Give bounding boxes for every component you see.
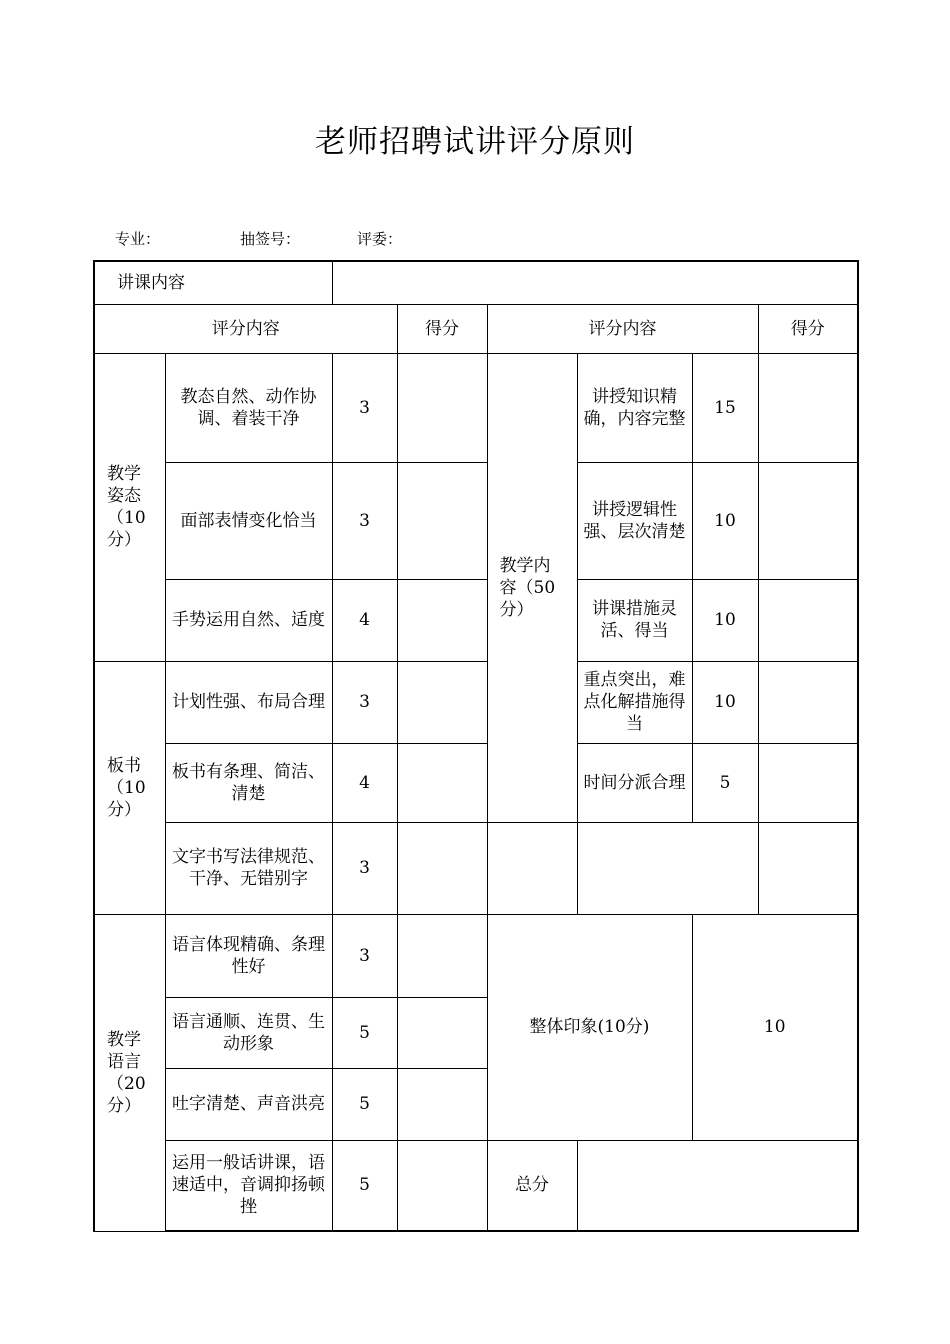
lecture-content-label: 讲课内容 bbox=[94, 261, 332, 304]
score-header-left: 得分 bbox=[397, 304, 487, 353]
score-cell[interactable] bbox=[758, 743, 858, 822]
score-cell[interactable] bbox=[397, 743, 487, 822]
eval-content-header-left: 评分内容 bbox=[94, 304, 397, 353]
score-header-right: 得分 bbox=[758, 304, 858, 353]
criterion-text: 重点突出，难点化解措施得当 bbox=[577, 661, 692, 743]
score-cell[interactable] bbox=[758, 353, 858, 462]
criterion-points: 3 bbox=[332, 661, 397, 743]
score-cell[interactable] bbox=[397, 914, 487, 997]
score-cell[interactable] bbox=[758, 579, 858, 661]
criterion-text: 运用一般话讲课，语速适中，音调抑扬顿挫 bbox=[165, 1140, 332, 1231]
empty-cell bbox=[577, 822, 758, 914]
score-cell[interactable] bbox=[397, 822, 487, 914]
criterion-points: 10 bbox=[692, 579, 758, 661]
judge-label: 评委： bbox=[357, 230, 403, 248]
score-cell[interactable] bbox=[758, 462, 858, 579]
criterion-text: 讲授知识精确，内容完整 bbox=[577, 353, 692, 462]
criterion-points: 3 bbox=[332, 914, 397, 997]
criterion-points: 5 bbox=[692, 743, 758, 822]
score-cell[interactable] bbox=[397, 1140, 487, 1231]
empty-cell bbox=[758, 822, 858, 914]
lecture-content-field[interactable] bbox=[332, 261, 858, 304]
major-label: 专业： bbox=[115, 230, 161, 248]
criterion-points: 3 bbox=[332, 822, 397, 914]
criterion-points: 5 bbox=[332, 997, 397, 1068]
criterion-points: 10 bbox=[692, 462, 758, 579]
criterion-text: 讲课措施灵活、得当 bbox=[577, 579, 692, 661]
category-language: 教学语言（20分） bbox=[94, 914, 165, 1231]
score-cell[interactable] bbox=[397, 997, 487, 1068]
overall-impression-points: 10 bbox=[692, 914, 858, 1140]
criterion-points: 4 bbox=[332, 743, 397, 822]
overall-impression-label: 整体印象(10分) bbox=[487, 914, 692, 1140]
score-cell[interactable] bbox=[397, 1068, 487, 1140]
criterion-points: 15 bbox=[692, 353, 758, 462]
criterion-text: 板书有条理、简洁、清楚 bbox=[165, 743, 332, 822]
score-cell[interactable] bbox=[397, 579, 487, 661]
criterion-points: 4 bbox=[332, 579, 397, 661]
criterion-points: 3 bbox=[332, 462, 397, 579]
score-cell[interactable] bbox=[397, 353, 487, 462]
criterion-points: 5 bbox=[332, 1068, 397, 1140]
category-content: 教学内容（50分） bbox=[487, 353, 577, 822]
criterion-text: 语言通顺、连贯、生动形象 bbox=[165, 997, 332, 1068]
total-label: 总分 bbox=[487, 1140, 577, 1231]
criterion-text: 讲授逻辑性强、层次清楚 bbox=[577, 462, 692, 579]
criterion-text: 文字书写法律规范、干净、无错别字 bbox=[165, 822, 332, 914]
total-score-field[interactable] bbox=[577, 1140, 858, 1231]
criterion-text: 教态自然、动作协调、着装干净 bbox=[165, 353, 332, 462]
criterion-text: 时间分派合理 bbox=[577, 743, 692, 822]
lot-number-label: 抽签号： bbox=[240, 230, 301, 248]
criterion-points: 10 bbox=[692, 661, 758, 743]
category-blackboard: 板书（10分） bbox=[94, 661, 165, 914]
criterion-text: 吐字清楚、声音洪亮 bbox=[165, 1068, 332, 1140]
category-posture: 教学姿态（10分） bbox=[94, 353, 165, 661]
criterion-text: 手势运用自然、适度 bbox=[165, 579, 332, 661]
criterion-text: 语言体现精确、条理性好 bbox=[165, 914, 332, 997]
criterion-text: 计划性强、布局合理 bbox=[165, 661, 332, 743]
score-cell[interactable] bbox=[397, 462, 487, 579]
scoring-table bbox=[93, 260, 859, 1232]
score-cell[interactable] bbox=[397, 661, 487, 743]
criterion-text: 面部表情变化恰当 bbox=[165, 462, 332, 579]
empty-cell bbox=[487, 822, 577, 914]
eval-content-header-right: 评分内容 bbox=[487, 304, 758, 353]
criterion-points: 3 bbox=[332, 353, 397, 462]
criterion-points: 5 bbox=[332, 1140, 397, 1231]
document-title: 老师招聘试讲评分原则 bbox=[315, 124, 635, 160]
score-cell[interactable] bbox=[758, 661, 858, 743]
